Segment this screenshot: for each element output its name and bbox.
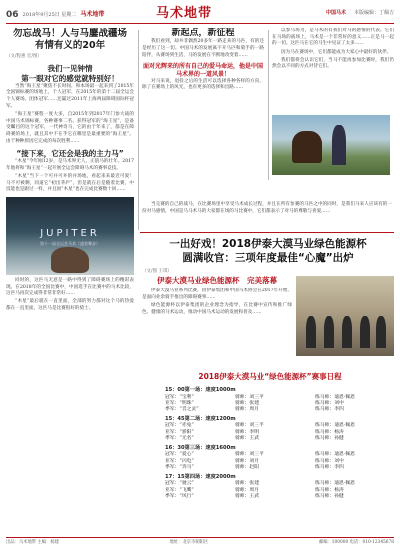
winner: 亚军：“飞鹰” [165,487,194,493]
person-figure [376,316,386,348]
jockey: 骑师：张建 [235,481,259,487]
jockey: 骑师：刘三平 [235,423,264,429]
trainer: 练马师：刘中 [315,458,344,464]
trainer: 练马师：孙健 [315,436,344,442]
mid-article-title: 新起点，新征程 [171,28,235,38]
page-header [6,4,394,24]
trainer: 练马师：刘中 [315,401,344,406]
rider-figure [332,125,346,165]
winner: 季军：“无名” [165,436,194,442]
left-article-title: 勿忘战马！人与马鏖战疆场 有情有义的20年 [12,28,127,51]
jockey: 骑师：张建 [235,401,259,406]
footer-mid: 地址：北京市朝阳区 [169,540,209,546]
section-separator [140,232,394,233]
trainer: 练马师：迪恩·佩恩 [315,394,355,400]
jockey: 骑师：李明 [235,429,259,435]
horse-figure [292,131,322,163]
left-article-paragraph: 当然“海王星”聚焦不长时间，和本场最一起来到了2015年全国锦标赛的场地上，个人冠军，在2015年的第十二届全运会个人赛场。团体冠军……还赢过2011年上海两届障碍国际杯冠军。 [6,83,134,109]
race-heading: 17：15第四场：速度2000m [165,473,236,480]
jockey: 骑师：赵阳 [235,465,259,471]
jockey: 骑师：周月 [235,407,259,413]
trainer: 练马师：迪恩·佩恩 [315,423,355,429]
jockey: 骑师：王武 [235,436,259,442]
winner: 冠军：“驰云” [165,481,194,487]
race-heading: 15：45第二场：速度1200m [165,415,236,422]
jockey: 骑师：刘三平 [235,452,264,458]
person-figure [360,316,370,348]
mid-article-paragraph: 对马来说，退役之后的生活可以选择各种各样的方向，除了在赛场上的风光，也有更多的选择和出路…… [142,78,264,91]
right-article-paragraph: 我们都将会认识它们，当马不能再参加比赛时，我们仍然会以不同的方式对待它们。 [272,57,394,70]
winner: 季军：“风行” [165,494,194,500]
winner: 亚军：“骄阳” [165,429,194,435]
left-article-subhead: 我们一见钟情 第一眼对它的感觉就特别好！ [21,64,119,84]
race-result-row [165,494,375,500]
photo-jupiter-text: JUPITER [40,227,100,239]
header-left [6,9,104,22]
winner: 冠军：“宝利” [165,394,194,400]
trainer: 练马师：孙健 [315,494,344,500]
jockey: 骑师：刘三平 [235,394,264,400]
photo-jupiter-subtext: 第十一届全运会马术（盛装舞步） [40,240,100,246]
person-figure [324,316,334,348]
section-title: 马术地带 [156,6,213,21]
winner: 季军：“奔马” [165,465,194,471]
trainer: 练马师：李四 [315,407,344,413]
editor-credit: 本版编辑：丁佩吉 [353,10,394,16]
bottom-article-reporter: （文/图 王琪） [142,269,172,274]
schedule-title: 2018伊泰大漠马业“绿色能源杯”赛事日程 [198,372,342,381]
person-figure [306,316,316,348]
left-article-paragraph: 同时的，这匹马无意是一路中得到了障碍赛场上的精彩表现。在2018年的全国比赛中，中国选手在比赛中的马术比较，这匹马再次完成得非常非常好…… [6,277,134,297]
header-logo-right: 中国马术 [325,10,346,16]
left-article-paragraph: “木星”最后就在一直里面，全部的努力都对这个马的热爱都在一直里面，这匹马是比赛很好的骑士。 [6,299,134,312]
trainer: 练马师：迪恩·佩恩 [315,452,355,458]
column-divider [138,30,139,230]
jockey: 骑师：周月 [235,487,259,493]
winner: 季军：“音之灵” [165,407,199,413]
footer-left: 出品：马术地带 主编：杨建 [6,540,59,546]
rider-with-horse-photo [272,115,390,175]
bottom-article-body [142,288,292,368]
bottom-article-paragraph: 伊泰大漠马业系列比赛，由伊泰集团和中国马术协会在2017年开始，是面向业余骑手推出的障碍赛事…… [142,288,292,300]
bottom-article-paragraph: 绿色能源杯以伊泰集团的企业理念为指导，在比赛中宣传和推广绿色、健康的马术运动，推动中国马术运动的发展和普及…… [142,302,292,315]
right-article-paragraph: 因为马在赛场中，它们都能成为大家心中最好的伙伴。 [281,49,392,55]
mid-photo-caption: 当完赛的自己的战马，在比赛场里中享受马术成长过程，并且在所有参赛的马匹之中的同时，是我们马来人应该有的一份对马感情，中国是马马术马的大家都在场的马比赛中，它们都表示了对马的尊敬与喜爱…… [142,202,392,214]
winner: 冠军：“赤兔” [165,423,194,429]
trainer: 练马师：杨涛 [315,487,344,493]
trainer: 练马师：李四 [315,465,344,471]
jockey: 骑师：王武 [235,494,259,500]
left-article-paragraph: “海王星”赛程一度大多，自2015年到2017年门参大战的中国马术锦标赛，各种赛事二名。获得冠军的“海王星”，是备受瞩目的这个冠军，一代神奇马，它的由于年来了，都是在障碍赛的场上，就且其中不在乎它在哪里是最重要的“海王星”。由于种种原因它完成的每次胜利…… [6,111,134,144]
person-figure [342,316,352,348]
page-number: 06 [6,10,19,20]
left-article [6,28,134,538]
left-article-paragraph: “木星”当下一个可并可并的并场地，看起来来最近可爱！马不可被剩，同道它“初出茅庐”，但是就在后是随着比赛，中技能也是跟过一样，并且国“木星”也在完成比赛数十回…… [6,173,134,193]
race-result-row [165,465,375,471]
trainer: 练马师：杨涛 [315,429,344,435]
right-article-paragraph: 以参马场为，是马术的有我们对马的感情的代表。它们在马场的战场上，马术是一个非常好的意义……正是马一起的一切。这匹马在它的马生中见证了太多…… [272,28,394,47]
page-footer [6,537,394,547]
race-result-row [165,407,375,413]
race-schedule [165,385,375,530]
winner: 亚军：“闪电” [165,458,194,464]
left-article-subhead-2: “接下来，它还会是我的主力马” [16,149,124,159]
issue-date: 2018年9月25日 星期二 [22,11,77,18]
bottom-article-subtitle: 伊泰大漠马业绿色能源杯 完美落幕 [157,276,277,285]
horse-silhouette [51,247,89,273]
winner: 亚军：“明珠” [165,401,194,406]
award-ceremony-photo [296,276,394,356]
mid-article-subhead: 面对光辉来的所有自己的爱马命运，他是中国马术界的一道风景！ [142,63,263,79]
footer-right: 邮编：100000 电话：010-12345678 [318,540,394,546]
left-article-reporter: （文/程惠 宏/图） [6,53,42,59]
race-result-row [165,436,375,442]
header-logo-left: 马术地带 [80,11,105,19]
bottom-article-title: 一出好戏！2018伊泰大漠马业绿色能源杯 圆满收官：三项年度最佳“心魔”出炉 [169,238,367,264]
winner: 冠军：“爱心” [165,452,194,458]
race-heading: 16：30第三场：速度1600m [165,444,236,451]
jockey: 骑师：刘月 [235,458,259,464]
mid-article-paragraph: 我们看到，却并非偶然20多年一路走来的马匹，有的还是经历了这一切。中国马术的发展离不开马匹和骑手的一路陪伴，从赛场到生活，马的发展在不断地改变着…… [142,39,264,58]
race-heading: 15：00第一场：速度1000m [165,387,236,393]
left-article-paragraph: “木星”今年刚12岁，是马术界无人，正值马的壮年。2017年他将和“海王星”一起开展全运会障碍马术的赛事竞技。 [6,159,134,171]
header-right [326,10,394,17]
jupiter-horse-photo [6,197,134,275]
column-divider [268,30,269,180]
trainer: 练马师：迪恩·佩恩 [315,481,355,487]
